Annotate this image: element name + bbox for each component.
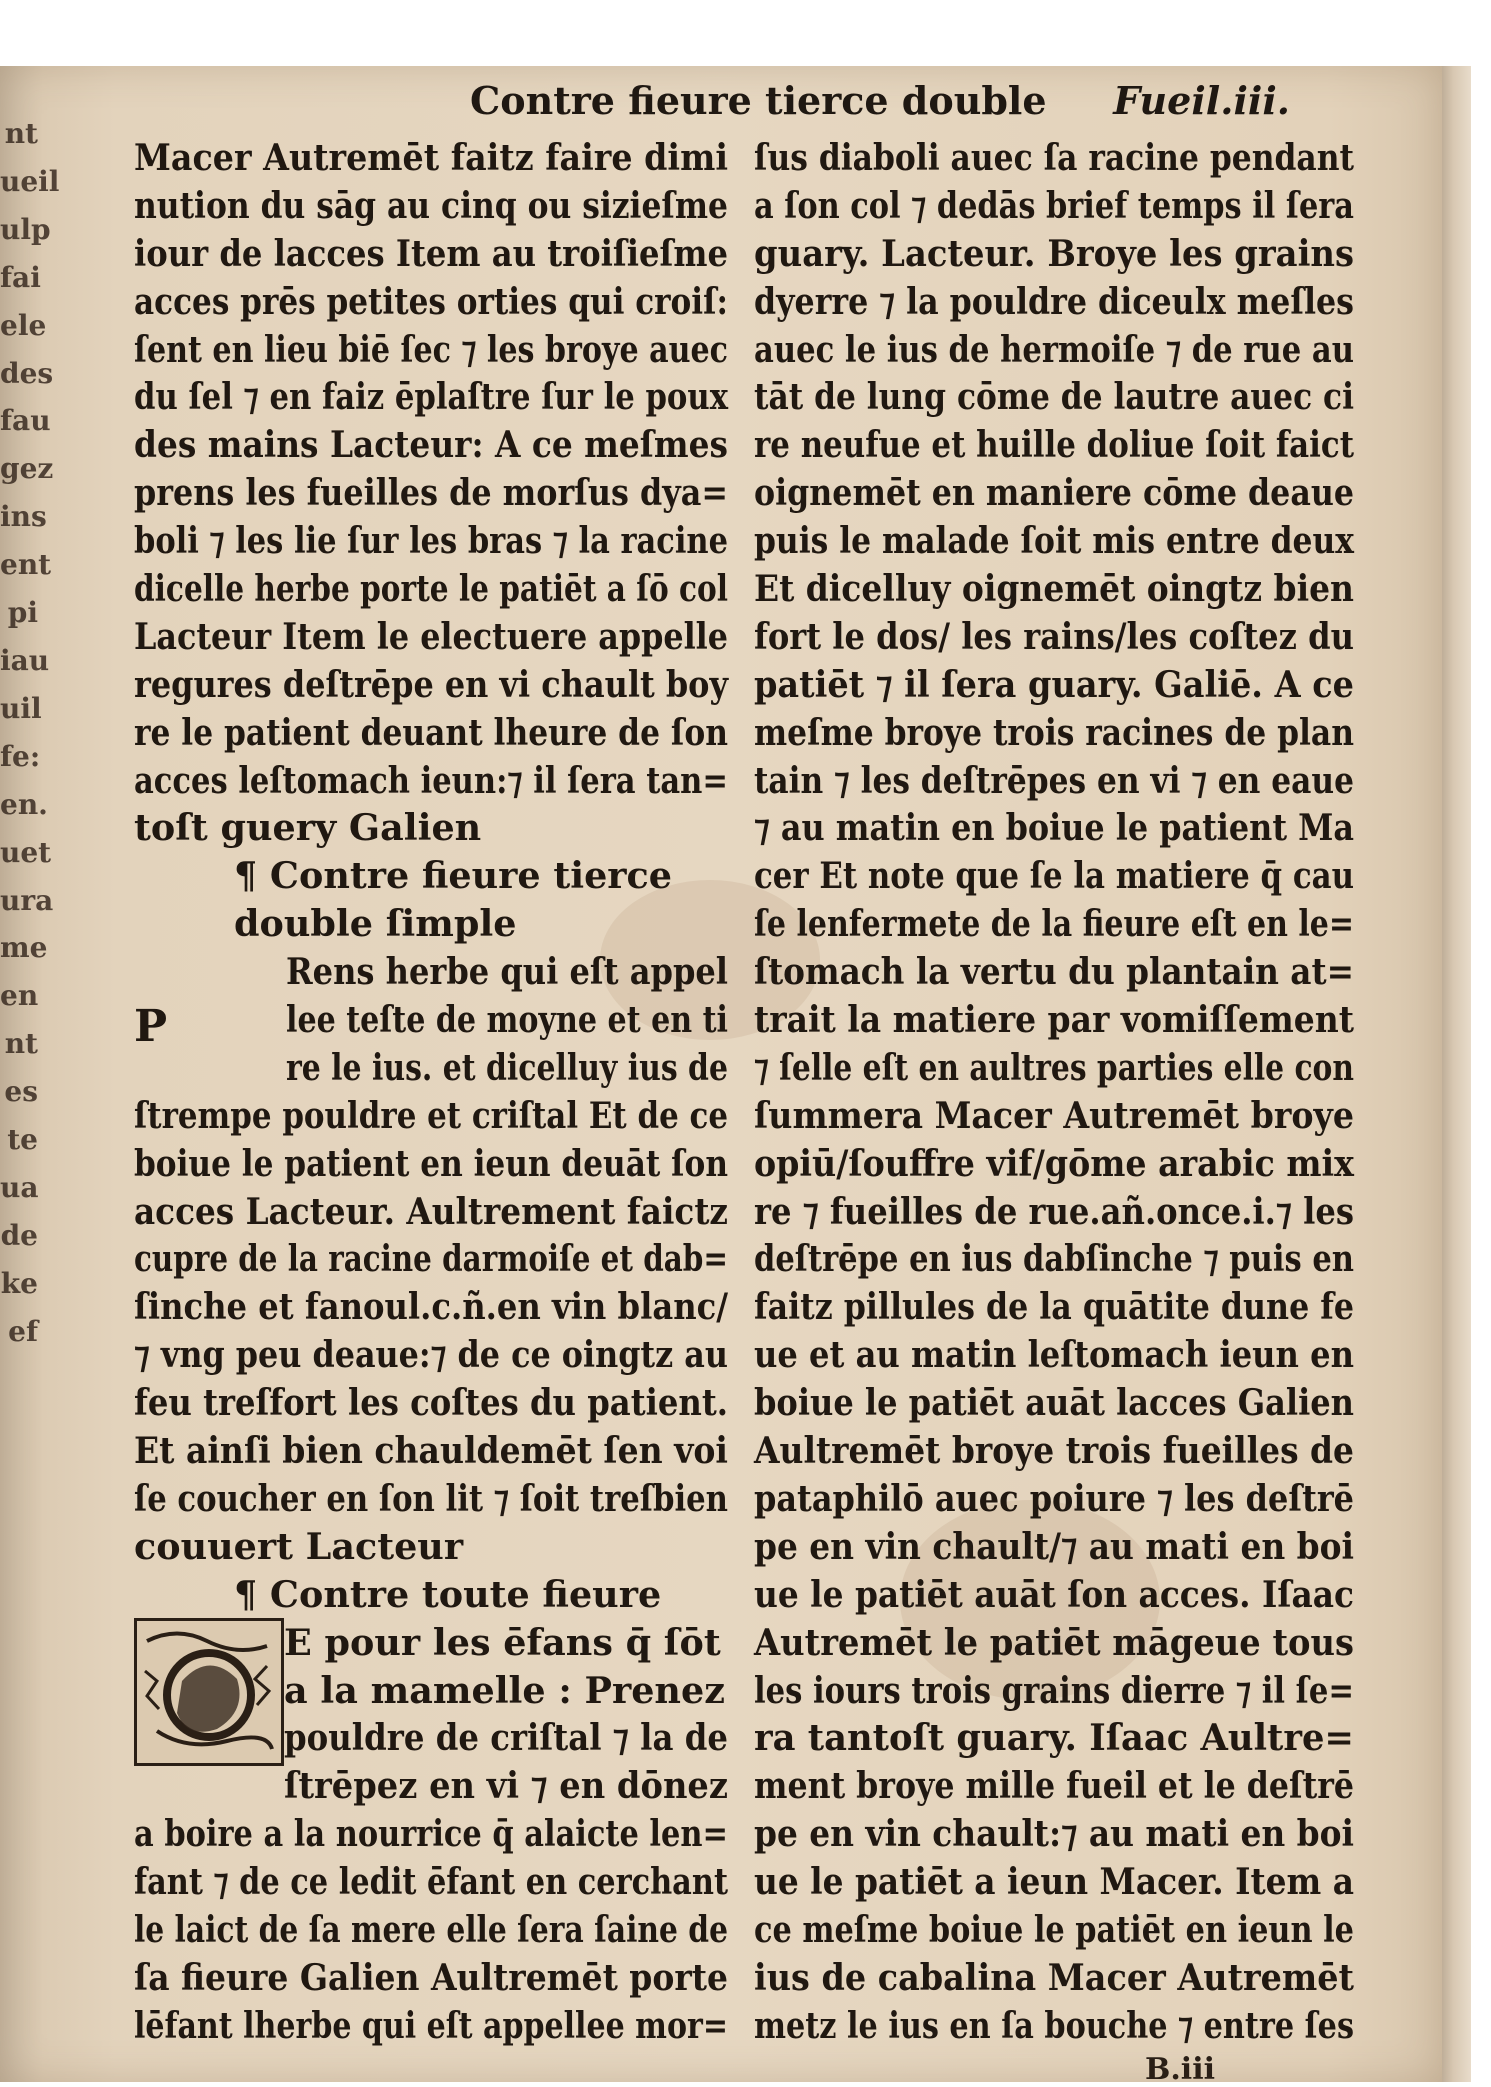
bleed-fragment: ele — [0, 308, 47, 342]
text-line: feu treſfort les coſtes du patient. — [134, 1381, 728, 1425]
text-line: ſummera Macer Autremēt broye — [754, 1093, 1354, 1137]
bleed-fragment: ua — [0, 1170, 39, 1204]
text-line: ſinche et fanoul.c.ñ.en vin blanc/ — [134, 1285, 728, 1329]
text-line: nution du sāg au cinq ou sizieſme — [134, 183, 728, 227]
text-line: Macer Autremēt faitz faire dimi — [134, 136, 728, 179]
text-line: Et dicelluy oignemēt oingtz bien — [754, 567, 1354, 611]
text-line: re le patient deuant lheure de ſon — [134, 710, 728, 754]
text-column-right — [754, 134, 1354, 2050]
bleed-fragment: iau — [0, 643, 50, 677]
text-line: re ⁊ fueilles de rue.añ.once.i.⁊ les — [754, 1189, 1354, 1233]
bleed-fragment: ins — [0, 500, 47, 534]
text-line: pe en vin chault:⁊ au mati en boi — [754, 1812, 1354, 1856]
text-line: guary. Lacteur. Broye les grains — [754, 231, 1354, 275]
text-line: a ſon col ⁊ dedās brief temps il ſera — [754, 183, 1354, 227]
bleed-fragment: ef — [8, 1314, 38, 1348]
text-line: opiū/ſouffre vif/gōme arabic mix — [754, 1141, 1354, 1185]
bleed-fragment: fai — [0, 260, 41, 294]
text-line: ue le patiēt a ieun Macer. Item a — [754, 1860, 1354, 1904]
initial-letter-p: P — [134, 1001, 168, 1052]
bleed-fragment: gez — [0, 452, 54, 486]
scan-top-margin — [0, 0, 1471, 66]
text-line: acces prēs petites orties qui croiſ: — [134, 279, 728, 323]
text-line: ſus diaboli auec ſa racine pendant — [754, 136, 1354, 179]
text-line: prens les fueilles de morſus dya= — [134, 471, 728, 515]
text-line: auec le ius de hermoiſe ⁊ de rue au — [754, 327, 1354, 371]
bleed-fragment: uet — [0, 835, 52, 869]
text-line: boiue le patient en ieun deuāt ſon — [134, 1141, 728, 1185]
bleed-fragment: nt — [4, 117, 38, 150]
text-line: re neufue et huille doliue ſoit faict — [754, 423, 1354, 467]
text-line: ⁊ vng peu deaue:⁊ de ce oingtz au — [134, 1333, 728, 1377]
text-line: Et ainſi bien chauldemēt ſen voi — [134, 1429, 728, 1473]
text-line: pe en vin chault/⁊ au mati en boi — [754, 1524, 1354, 1568]
text-line: a la mamelle : Prenez — [284, 1668, 725, 1712]
woodcut-initial-illustration — [134, 1618, 284, 1766]
text-line: des mains Lacteur: A ce meſmes — [134, 423, 728, 467]
text-line: re le ius. et dicelluy ius de — [286, 1045, 728, 1089]
bleed-fragment: fe: — [0, 739, 41, 773]
bleed-fragment: ent — [0, 548, 52, 582]
page-edge — [1442, 66, 1471, 2082]
text-line: metz le ius en ſa bouche ⁊ entre ſes — [754, 2003, 1354, 2047]
folio-number: Fueil.iii. — [1113, 78, 1290, 123]
text-line: ſtrempe pouldre et criſtal Et de ce — [134, 1093, 728, 1137]
text-line: cupre de la racine darmoiſe et dab= — [134, 1237, 728, 1281]
text-line: ius de cabalina Macer Autremēt — [754, 1955, 1354, 1999]
bleed-fragment: te — [7, 1123, 38, 1157]
bleed-fragment: fau — [0, 404, 51, 438]
facing-page-bleed — [0, 110, 60, 1490]
text-line: lee teſte de moyne et en ti — [286, 998, 728, 1042]
text-line: couuert Lacteur — [134, 1524, 464, 1568]
text-line: cer Et note que ſe la matiere q̄ cau — [754, 854, 1354, 898]
text-line: ¶ Contre fieure tierce — [234, 854, 672, 898]
bleed-fragment: en. — [0, 787, 48, 821]
page-header — [470, 78, 1290, 128]
text-line: iour de lacces Item au troiſieſme — [134, 231, 728, 275]
bleed-fragment: pi — [7, 596, 38, 630]
text-line: fort le dos/ les rains/les coſtez du — [754, 614, 1354, 658]
text-line: tāt de lung cōme de lautre auec ci — [754, 375, 1354, 419]
text-line: acces Lacteur. Aultrement faictz — [134, 1189, 728, 1233]
text-line: ſent en lieu biē ſec ⁊ les broye auec — [134, 327, 728, 371]
text-line: puis le malade ſoit mis entre deux — [754, 519, 1354, 563]
text-line: dyerre ⁊ la pouldre diceulx meſles — [754, 279, 1354, 323]
text-line: lēfant lherbe qui eſt appellee mor= — [134, 2003, 728, 2047]
text-line: ſtomach la vertu du plantain at= — [754, 950, 1354, 994]
bleed-fragment: es — [4, 1075, 38, 1109]
text-line: ⁊ au matin en boiue le patient Ma — [754, 806, 1354, 850]
text-line: ue le patiēt auāt ſon acces. Iſaac — [754, 1572, 1354, 1616]
bleed-fragment: en — [0, 979, 39, 1013]
text-line: toſt guery Galien — [134, 806, 482, 850]
text-line: fant ⁊ de ce ledit ēfant en cerchant — [134, 1860, 728, 1904]
text-line: ment broye mille fueil et le deſtrē — [754, 1764, 1354, 1808]
text-line: ra tantoſt guary. Iſaac Aultre= — [754, 1716, 1354, 1760]
text-line: Aultremēt broye trois fueilles de — [754, 1429, 1354, 1473]
text-line: E pour les ēfans q̄ ſōt — [284, 1620, 721, 1664]
text-line: dicelle herbe porte le patiēt a ſō col — [134, 567, 728, 611]
text-line: ue et au matin leſtomach ieun en — [754, 1333, 1354, 1377]
text-line: ¶ Contre toute fieure — [234, 1572, 662, 1616]
text-line: ce meſme boiue le patiēt en ieun le — [754, 1907, 1354, 1951]
text-line: acces leſtomach ieun:⁊ il ſera tan= — [134, 758, 728, 802]
text-line: boiue le patiēt auāt lacces Galien — [754, 1381, 1354, 1425]
bleed-fragment: me — [0, 931, 48, 965]
bleed-fragment: nt — [4, 1027, 38, 1061]
bleed-fragment: des — [0, 356, 54, 390]
text-line: ⁊ ſelle eſt en aultres parties elle con — [754, 1045, 1354, 1089]
bleed-fragment: ulp — [0, 212, 51, 246]
text-line: pouldre de criſtal ⁊ la de — [284, 1716, 728, 1760]
text-line: tain ⁊ les deſtrēpes en vi ⁊ en eaue — [754, 758, 1354, 802]
text-line: regures deſtrēpe en vi chault boy — [134, 662, 728, 706]
text-line: deſtrēpe en ius dabſinche ⁊ puis en — [754, 1237, 1354, 1281]
text-line: les iours trois grains dierre ⁊ il ſe= — [754, 1668, 1354, 1712]
text-line: trait la matiere par vomiſſement — [754, 998, 1354, 1042]
text-line: oignemēt en maniere cōme deaue — [754, 471, 1354, 515]
text-line: patiēt ⁊ il ſera guary. Galiē. A ce — [754, 662, 1354, 706]
text-line: le laict de ſa mere elle ſera ſaine de — [134, 1907, 728, 1951]
text-line: ſtrēpez en vi ⁊ en dōnez — [284, 1764, 728, 1808]
text-line: Rens herbe qui eſt appel — [286, 950, 728, 994]
text-line: ſe lenfermete de la fieure eſt en le= — [754, 902, 1354, 946]
text-line: ſa fieure Galien Aultremēt porte — [134, 1955, 728, 1999]
text-line: Autremēt le patiēt māgeue tous — [754, 1620, 1354, 1664]
running-title: Contre fieure tierce double — [470, 78, 1047, 123]
bleed-fragment: ke — [0, 1266, 38, 1300]
bleed-fragment: de — [0, 1218, 38, 1252]
bleed-fragment: ura — [0, 883, 54, 917]
signature-mark: B.iii — [1145, 2052, 1215, 2087]
text-line: du ſel ⁊ en faiz ēplaſtre ſur le poux — [134, 375, 728, 419]
bleed-fragment: uil — [0, 691, 42, 725]
text-line: boli ⁊ les lie ſur les bras ⁊ la racine — [134, 519, 728, 563]
bleed-fragment: ueil — [0, 164, 60, 198]
text-line: faitz pillules de la quātite dune fe — [754, 1285, 1354, 1329]
text-line: meſme broye trois racines de plan — [754, 710, 1354, 754]
text-line: ſe coucher en ſon lit ⁊ ſoit treſbien — [134, 1476, 728, 1520]
text-line: a boire a la nourrice q̄ alaicte len= — [134, 1812, 728, 1856]
text-line: double ſimple — [234, 902, 517, 946]
text-line: pataphilō auec poiure ⁊ les deſtrē — [754, 1476, 1354, 1520]
text-line: Lacteur Item le electuere appelle — [134, 614, 728, 658]
